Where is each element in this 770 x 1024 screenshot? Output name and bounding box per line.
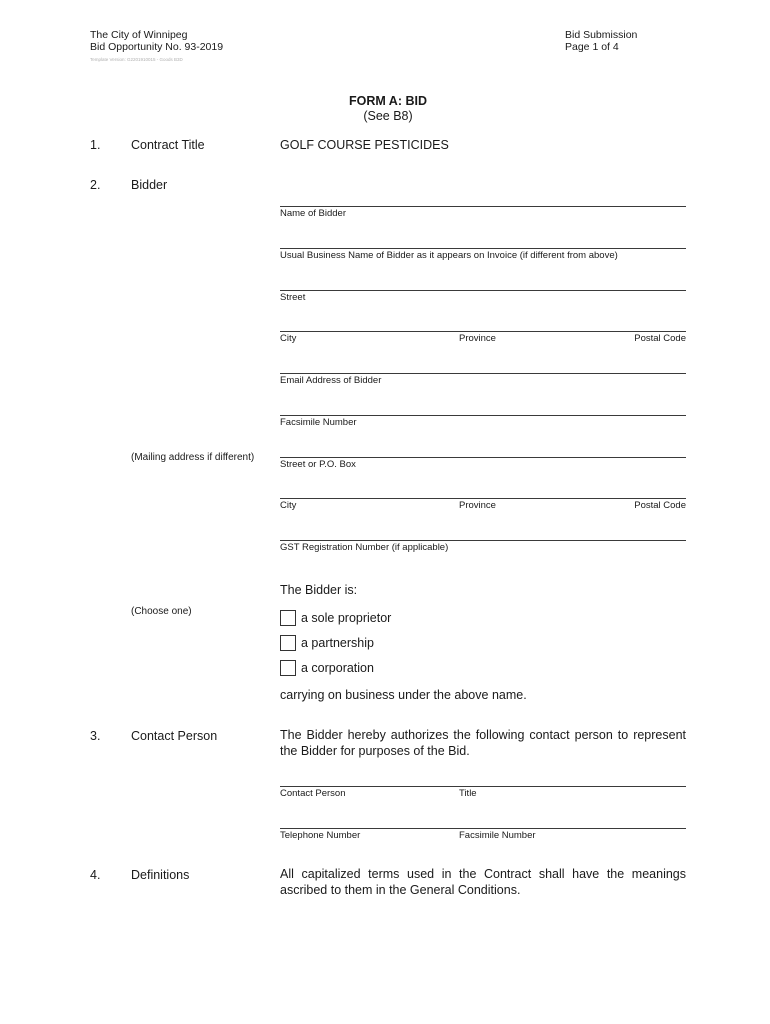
contact-authorization-text: The Bidder hereby authorizes the following contact person to represent the Bidder for purposes of the Bid.: [280, 728, 686, 758]
section-2-number: 2.: [90, 178, 101, 192]
choose-one-label: (Choose one): [131, 606, 192, 617]
section-1-label: Contract Title: [131, 138, 205, 152]
corporation-label: a corporation: [301, 661, 374, 675]
street-caption: Street: [280, 292, 306, 303]
title-caption: Title: [459, 788, 477, 799]
province-caption: Province: [459, 333, 496, 344]
carrying-on-business-text: carrying on business under the above name.: [280, 688, 527, 702]
city-caption: City: [280, 333, 297, 344]
telephone-caption: Telephone Number: [280, 830, 361, 841]
sole-proprietor-label: a sole proprietor: [301, 611, 392, 625]
definitions-text: All capitalized terms used in the Contract shall have the meanings ascribed to them in the General Conditions.: [280, 867, 686, 897]
section-4-number: 4.: [90, 868, 101, 882]
business-name-field[interactable]: [280, 248, 686, 249]
mailing-address-label: (Mailing address if different): [131, 452, 255, 463]
section-4-label: Definitions: [131, 868, 190, 882]
contact-person-caption: Contact Person: [280, 788, 346, 799]
email-field[interactable]: [280, 373, 686, 374]
section-1-number: 1.: [90, 138, 101, 152]
mailing-postal-code-caption: Postal Code: [634, 500, 686, 511]
form-title: FORM A: BID: [349, 94, 427, 108]
section-2-label: Bidder: [131, 178, 168, 192]
fax-caption: Facsimile Number: [280, 417, 357, 428]
city-province-postal-field[interactable]: [280, 331, 686, 332]
gst-field[interactable]: [280, 540, 686, 541]
corporation-checkbox[interactable]: [280, 660, 296, 676]
header-template-version: Template Version: G2201910015 - Goods B3D: [90, 57, 183, 62]
header-page-number: Page 1 of 4: [565, 41, 619, 53]
name-of-bidder-caption: Name of Bidder: [280, 208, 347, 219]
contact-person-title-field[interactable]: [280, 786, 686, 787]
section-3-label: Contact Person: [131, 729, 218, 743]
header-bid-opportunity: Bid Opportunity No. 93-2019: [90, 41, 224, 53]
form-subtitle: (See B8): [363, 109, 413, 123]
bidder-is-label: The Bidder is:: [280, 583, 358, 597]
fax-field[interactable]: [280, 415, 686, 416]
mailing-province-caption: Province: [459, 500, 496, 511]
header-org: The City of Winnipeg: [90, 29, 188, 41]
mailing-city-province-postal-field[interactable]: [280, 498, 686, 499]
contract-title-value: GOLF COURSE PESTICIDES: [280, 138, 449, 152]
postal-code-caption: Postal Code: [634, 333, 686, 344]
po-box-field[interactable]: [280, 457, 686, 458]
sole-proprietor-checkbox[interactable]: [280, 610, 296, 626]
contact-fax-caption: Facsimile Number: [459, 830, 536, 841]
telephone-fax-field[interactable]: [280, 828, 686, 829]
business-name-caption: Usual Business Name of Bidder as it appears on Invoice (if different from above): [280, 250, 618, 261]
gst-caption: GST Registration Number (if applicable): [280, 542, 449, 553]
mailing-city-caption: City: [280, 500, 297, 511]
email-caption: Email Address of Bidder: [280, 375, 382, 386]
name-of-bidder-field[interactable]: [280, 206, 686, 207]
street-field[interactable]: [280, 290, 686, 291]
section-3-number: 3.: [90, 729, 101, 743]
partnership-checkbox[interactable]: [280, 635, 296, 651]
po-box-caption: Street or P.O. Box: [280, 459, 356, 470]
partnership-label: a partnership: [301, 636, 374, 650]
header-doc-type: Bid Submission: [565, 29, 638, 41]
